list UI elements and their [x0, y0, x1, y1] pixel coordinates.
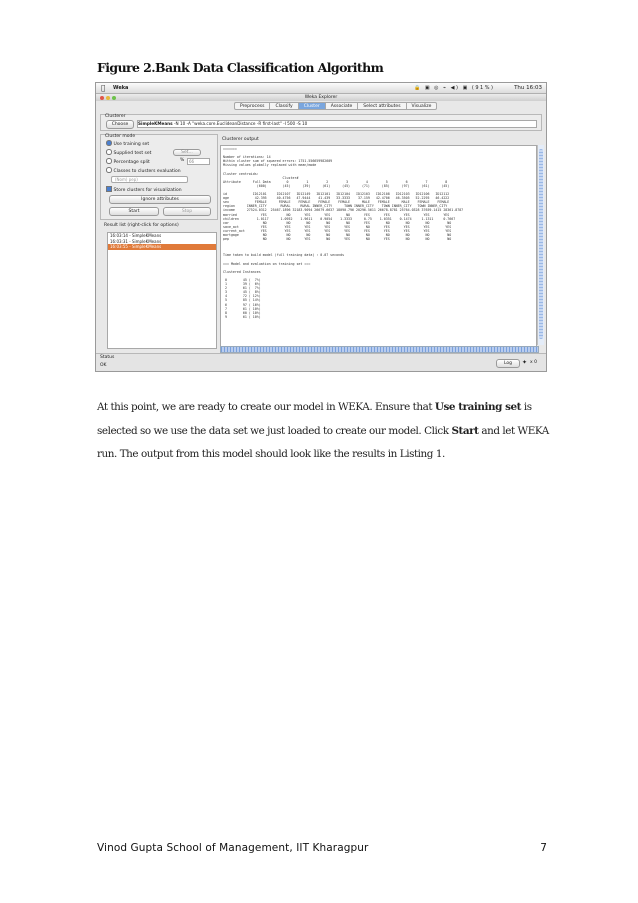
body-paragraph	[97, 396, 547, 467]
output-horizontal-scrollbar[interactable]	[220, 346, 539, 353]
ignore-attributes-button[interactable]: Ignore attributes	[109, 195, 211, 204]
paragraph-line	[97, 396, 547, 420]
clusterer-output-label: Clusterer output	[222, 137, 259, 142]
text-run: and let WEKA	[478, 424, 549, 437]
tab-cluster[interactable]: Cluster	[299, 102, 326, 110]
tab-visualize[interactable]: Visualize	[407, 102, 438, 110]
weka-bird-icon: ✦	[522, 359, 528, 366]
cluster-mode-panel	[100, 134, 218, 220]
clusterer-algorithm: SimpleKMeans	[138, 121, 173, 126]
checkbox-label: Store clusters for visualization	[113, 188, 182, 193]
window-controls	[100, 96, 118, 103]
tab-preprocess[interactable]: Preprocess	[234, 102, 270, 110]
menubar-tray-icons[interactable]: 🔒 ▣ ◎ ⌁ ◀) ▣ (91%)	[414, 85, 495, 91]
mode-label: Supplied test set	[113, 151, 152, 156]
text-run: selected so we use the data set we just loaded to create our model. Click	[97, 424, 452, 437]
paragraph-line: run. The output from this model should look like the results in Listing 1.	[97, 448, 445, 460]
tab-classify[interactable]: Classify	[270, 102, 298, 110]
result-list[interactable]	[107, 232, 217, 349]
window-title: Weka Explorer	[304, 95, 338, 100]
paragraph-line	[97, 420, 547, 444]
mode-use-training-set[interactable]	[106, 140, 149, 148]
clusterer-options: -N 10 -A "weka.core.EuclideanDistance -R first-last" -I 500 -S 10	[173, 121, 308, 126]
status-label: Status	[100, 355, 115, 360]
radio-selected-icon[interactable]	[106, 140, 112, 146]
store-clusters-checkbox[interactable]	[106, 186, 182, 194]
window-titlebar	[96, 94, 546, 101]
radio-icon[interactable]	[106, 149, 112, 155]
text-run: At this point, we are ready to create our model in WEKA. Ensure that	[97, 401, 435, 413]
text-run: is	[521, 401, 532, 413]
figure-title: Figure 2.Bank Data Classification Algorithm	[97, 60, 384, 75]
checkbox-checked-icon[interactable]	[106, 186, 112, 192]
log-button[interactable]: Log	[496, 359, 520, 368]
start-button[interactable]: Start	[109, 207, 159, 216]
mac-menubar	[96, 83, 546, 94]
apple-icon[interactable]	[101, 83, 105, 93]
class-attribute-dropdown[interactable]: (Nom) pep)	[111, 176, 188, 183]
app-name[interactable]: Weka	[113, 85, 129, 91]
stop-button[interactable]: Stop	[163, 207, 211, 216]
explorer-tabs	[234, 102, 437, 110]
cluster-mode-label: Cluster mode	[105, 134, 136, 139]
radio-icon[interactable]	[106, 158, 112, 164]
clusterer-panel	[100, 114, 542, 131]
clusterer-spec-field[interactable]	[137, 120, 537, 128]
clusterer-output-pane[interactable]	[220, 145, 537, 347]
footer-institution: Vinod Gupta School of Management, IIT Kharagpur	[97, 842, 369, 854]
choose-button[interactable]: Choose	[106, 120, 134, 129]
clusterer-label: Clusterer	[105, 114, 126, 119]
tab-select-attributes[interactable]: Select attributes	[358, 102, 406, 110]
menubar-clock: Thu 16:03	[514, 85, 542, 91]
set-button[interactable]: Set...	[173, 149, 201, 156]
page-number: 7	[540, 842, 547, 854]
weka-screenshot	[95, 82, 547, 372]
instances-count: x 0	[530, 360, 537, 365]
page-footer	[97, 842, 547, 854]
radio-icon[interactable]	[106, 167, 112, 173]
tab-associate[interactable]: Associate	[326, 102, 359, 110]
status-bar	[96, 353, 546, 372]
result-item-selected[interactable]: 16:03:55 - SimpleKMeans	[108, 244, 216, 250]
result-item[interactable]: 16:03:14 - SimpleKMeans	[110, 233, 162, 238]
bold-term: Start	[451, 424, 479, 437]
percent-input[interactable]: 66	[187, 158, 210, 165]
mode-supplied-test-set[interactable]	[106, 149, 151, 157]
output-vertical-scrollbar[interactable]	[537, 145, 544, 345]
zoom-icon[interactable]	[112, 96, 116, 100]
clusterer-output-text: ======= Number of iterations: 14 Within cluster sum of squared errors: 1751.556659982609 Missing values globally replaced with mean/mode Cluster centroids: Cluster# Attribute Full Data 0 1 2 3 4 5 6 7 8 (600) (45) (39) (61) (45) (71) (85) (97) (61) (45) id ID12101 ID12107 ID12149 ID12101 ID12104 ID12103 ID12108 ID12103 ID12106 ID12112 age 42.395 40.4756 47.9444 41.439 33.3333 37.159 42.4706 46.3505 52.2295 46.4222 sex FEMALE FEMALE FEMALE FEMALE FEMALE MALE FEMALE MALE FEMALE FEMALE region INNER_CITY RURAL RURAL INNER_CITY TOWN INNER_CITY TOWN INNER_CITY TOWN INNER_CITY income 27524.0312 25467.1896 32183.9094 26679.6637 18090.796 20296.5611 26678.8781 25764.0328 37659.1415 28361.8787 married YES NO YES YES NO YES YES YES YES YES children 1.0117 1.0952 1.9611 0.9054 1.3333 0.75 1.0351 0.1474 1.1311 0.7667 car NO NO NO NO NO YES NO NO NO NO save_act YES YES YES YES YES NO YES YES YES YES current_act YES YES YES YES YES YES YES YES YES YES mortgage NO NO NO NO NO NO NO NO NO NO pep NO NO YES NO YES NO YES NO NO NO Time taken to build model (full training data) : 0.07 seconds === Model and evaluation on training set === Clustered Instances 0 45 ( 7%) 1 39 ( 6%) 2 61 ( 7%) 3 45 ( 8%) 4 72 ( 12%) 5 85 ( 14%) 6 97 ( 16%) 7 61 ( 10%) 8 60 ( 10%) 9 61 ( 10%)	[223, 147, 464, 319]
mode-percentage-split[interactable]	[106, 158, 150, 166]
status-text: OK	[100, 363, 107, 368]
percent-symbol: %	[180, 158, 185, 163]
mode-label: Classes to clusters evaluation	[113, 169, 181, 174]
mode-label: Percentage split	[113, 160, 150, 165]
minimize-icon[interactable]	[106, 96, 110, 100]
result-item[interactable]: 16:03:31 - SimpleKMeans	[110, 238, 162, 244]
mode-label: Use training set	[113, 142, 150, 147]
mode-classes-to-clusters[interactable]	[106, 167, 181, 175]
result-list-label: Result list (right-click for options)	[104, 223, 179, 228]
close-icon[interactable]	[100, 96, 104, 100]
bold-term: Use training set	[434, 401, 522, 413]
